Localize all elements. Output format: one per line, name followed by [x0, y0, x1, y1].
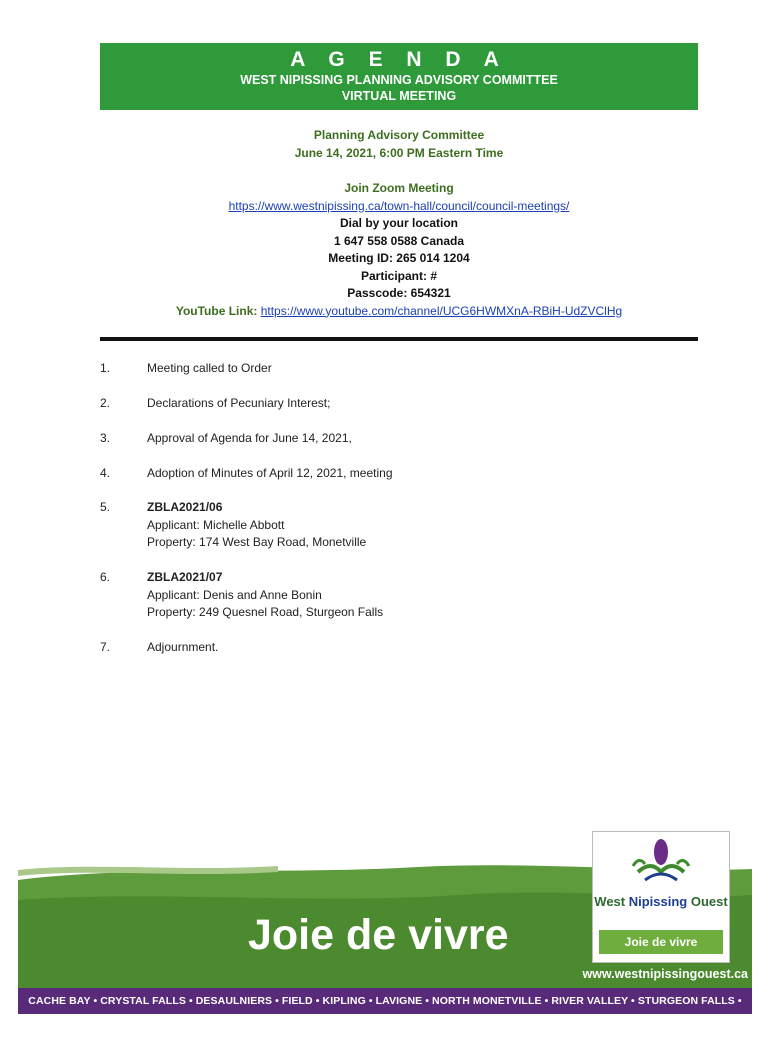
participant: Participant: # [360, 268, 438, 283]
agenda-banner [100, 43, 698, 110]
meeting-id: Meeting ID: 265 014 1204 [328, 251, 470, 265]
applicant: Applicant: Denis and Anne Bonin [147, 587, 322, 602]
logo-tagline: Joie de vivre [599, 930, 723, 954]
item-text: Adoption of Minutes of April 12, 2021, meeting [147, 466, 393, 480]
application-code: ZBLA2021/06 [147, 500, 223, 514]
item-number: 5. [100, 500, 111, 514]
item-number: 6. [100, 570, 111, 584]
applicant: Applicant: Michelle Abbott [147, 517, 285, 532]
footer-banner [18, 845, 752, 1033]
logo [592, 831, 730, 963]
item-number: 7. [100, 640, 111, 654]
item-number: 2. [100, 396, 111, 410]
item-number: 3. [100, 431, 111, 445]
youtube-label: YouTube Link: [175, 303, 258, 318]
item-text: Adjournment. [147, 640, 219, 654]
item-text: Approval of Agenda for June 14, 2021, [147, 431, 352, 445]
logo-name [593, 894, 729, 909]
item-text: Declarations of Pecuniary Interest; [147, 396, 331, 410]
divider [100, 337, 698, 341]
zoom-info [100, 180, 698, 320]
meeting-type: VIRTUAL MEETING [341, 89, 457, 103]
join-zoom-label: Join Zoom Meeting [344, 181, 454, 195]
passcode: Passcode: 654321 [347, 286, 451, 300]
youtube-link[interactable]: https://www.youtube.com/channel/UCG6HWMXnA-RBiH-UdZVClHg [260, 303, 623, 318]
logo-name-west: West [594, 894, 626, 909]
item-number: 1. [100, 361, 111, 375]
zoom-link[interactable]: https://www.westnipissing.ca/town-hall/council/council-meetings/ [228, 198, 570, 213]
committee-name: WEST NIPISSING PLANNING ADVISORY COMMITTEE [240, 73, 558, 87]
dial-label: Dial by your location [339, 216, 459, 230]
towns-strip: CACHE BAY • CRYSTAL FALLS • DESAULNIERS • FIELD • KIPLING • LAVIGNE • NORTH MONETVILLE • RIVER VALLEY • STURGEON FALLS • VERNER [18, 988, 752, 1014]
website-url: www.westnipissingouest.ca [582, 967, 748, 981]
application-code: ZBLA2021/07 [147, 570, 223, 584]
meeting-datetime: June 14, 2021, 6:00 PM Eastern Time [294, 145, 504, 160]
item-text: Meeting called to Order [147, 361, 272, 375]
slogan: Joie de vivre [248, 911, 509, 959]
property: Property: 174 West Bay Road, Monetville [147, 535, 367, 549]
fleur-icon [593, 832, 729, 894]
property: Property: 249 Quesnel Road, Sturgeon Falls [147, 605, 384, 619]
agenda-title: A G E N D A [290, 48, 508, 71]
logo-name-nipissing: Nipissing [628, 894, 688, 909]
committee-label: Planning Advisory Committee [313, 128, 485, 142]
logo-name-ouest: Ouest [690, 894, 728, 909]
meeting-info [100, 127, 698, 162]
phone-number: 1 647 558 0588 Canada [333, 233, 465, 248]
item-number: 4. [100, 466, 111, 480]
